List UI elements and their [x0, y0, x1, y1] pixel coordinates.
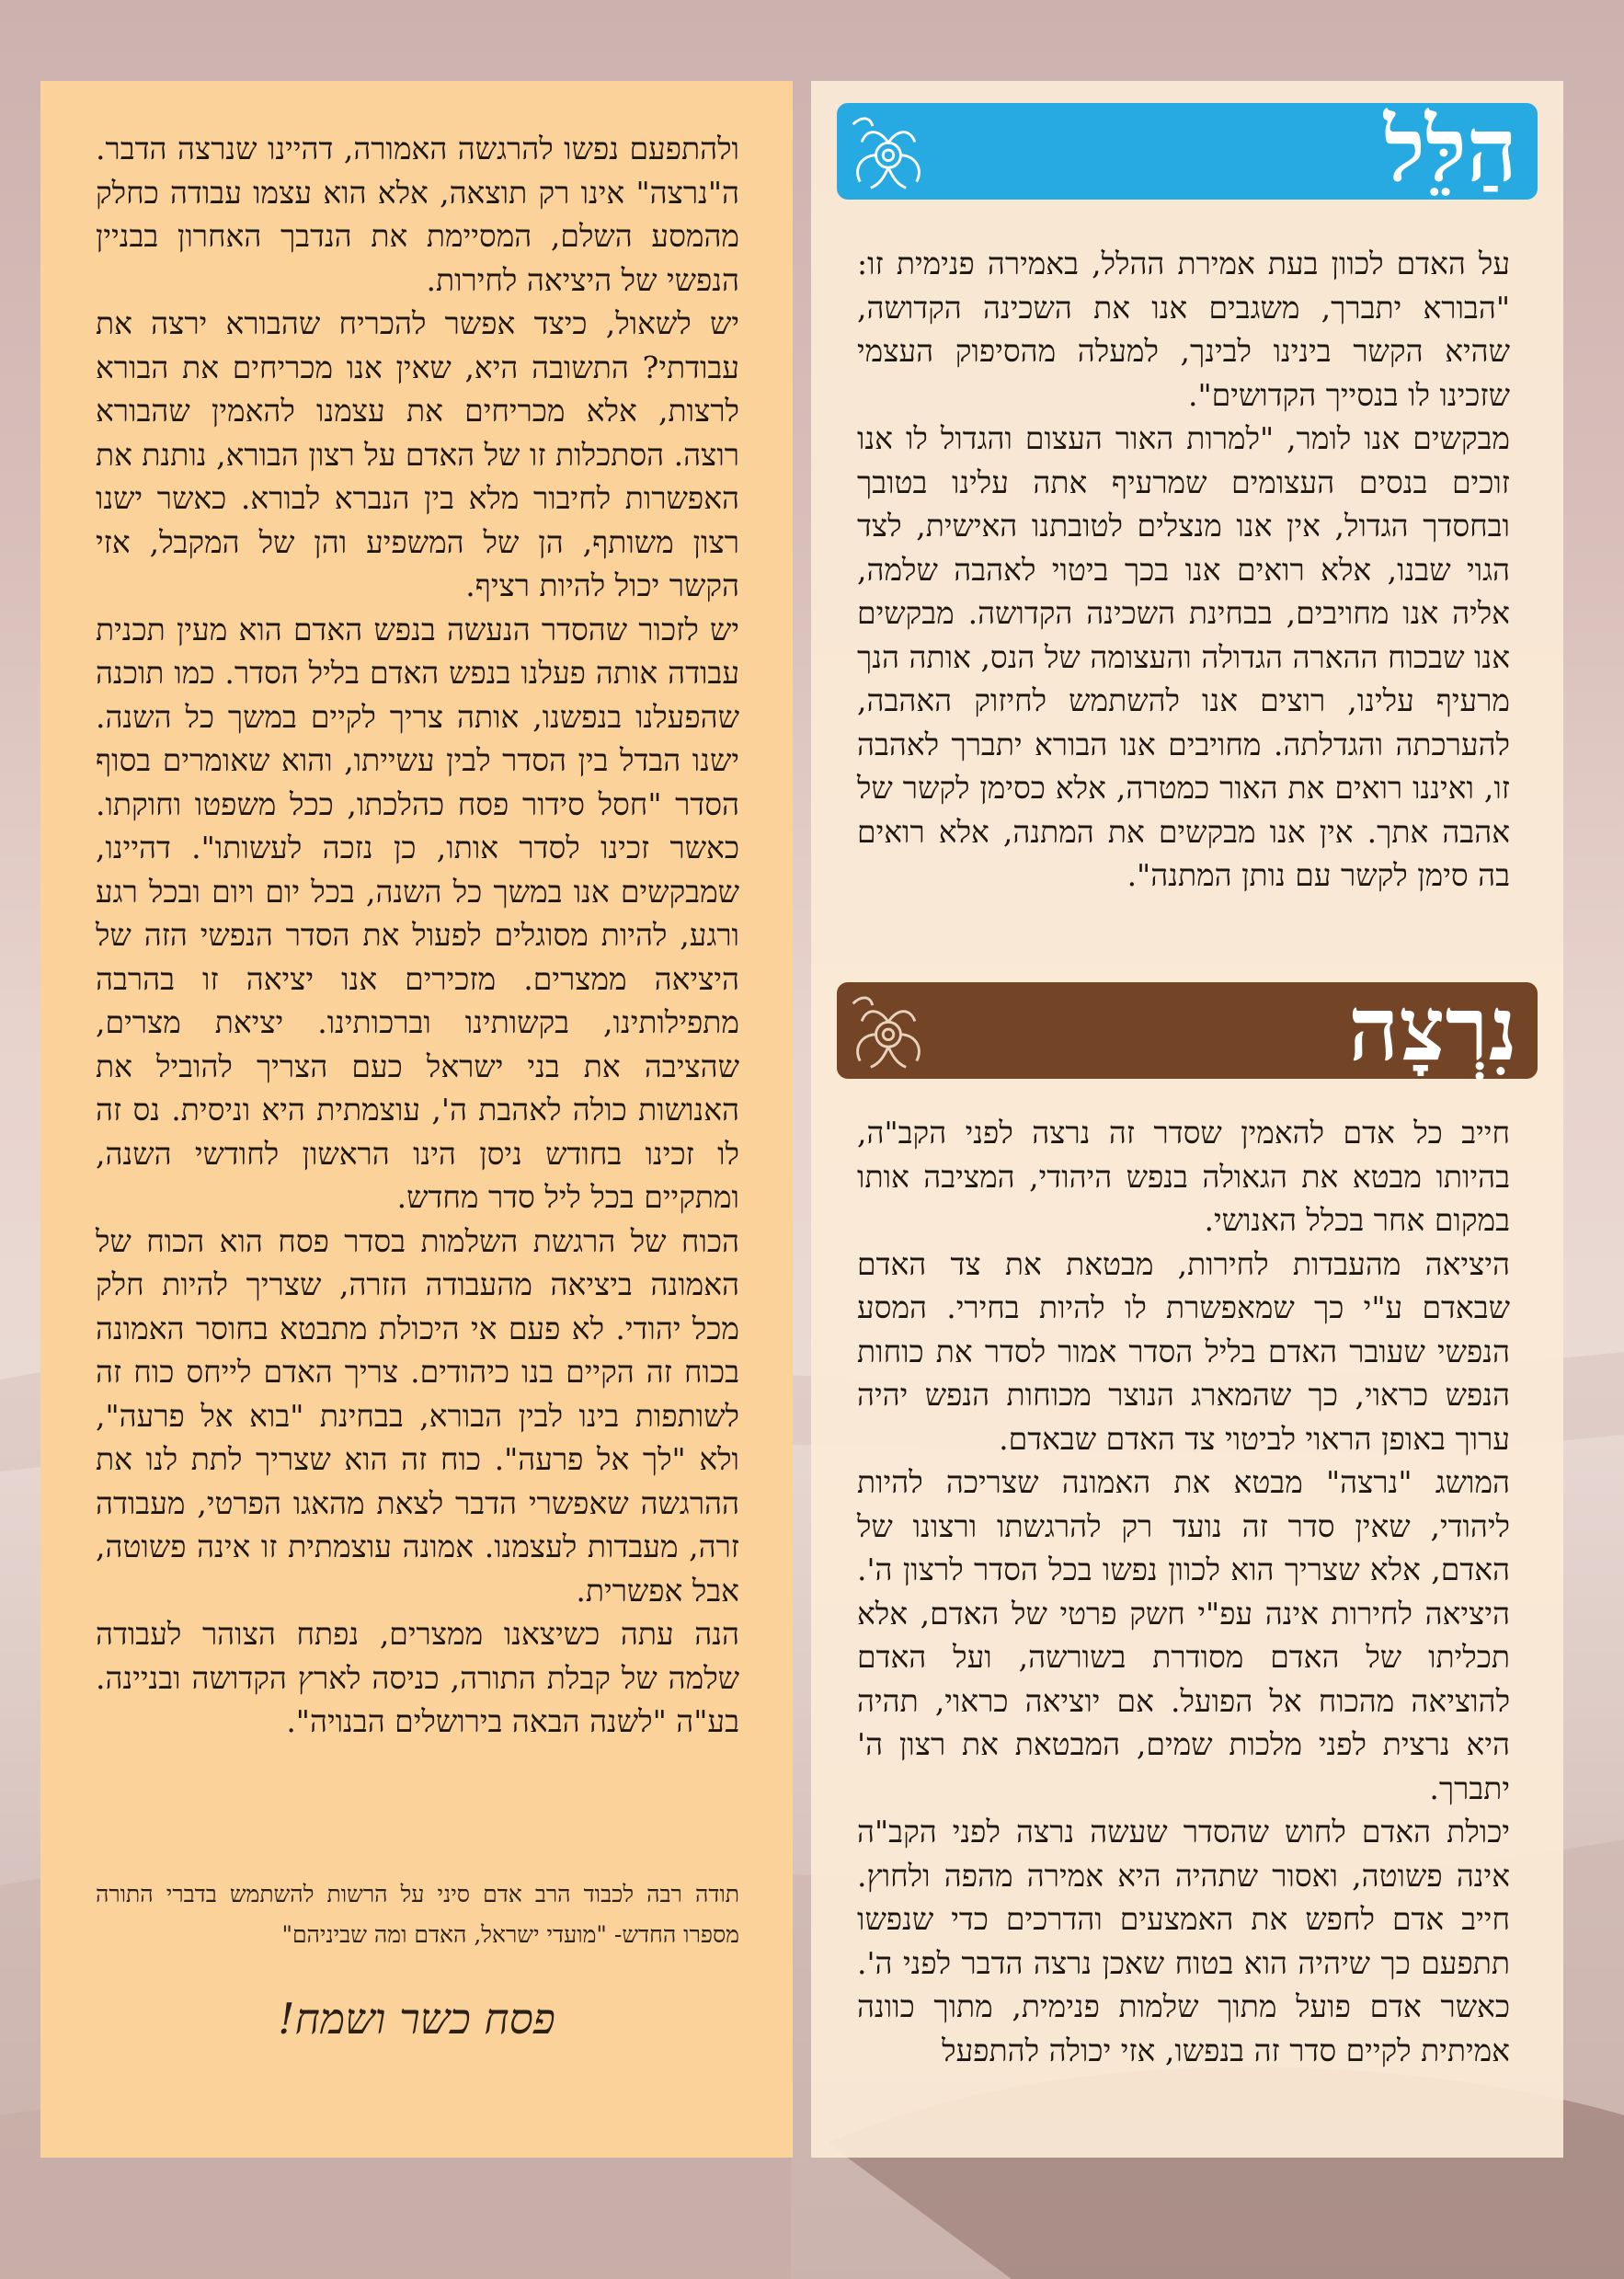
- hallel-section-banner: [837, 103, 1538, 200]
- acknowledgement-note: תודה רבה לכבוד הרב אדם סיני על הרשות להשתמש בדברי התורה מספרו החדש- "מועדי ישראל, האדם ומה שביניהם": [96, 1881, 739, 1948]
- hallel-article: [857, 242, 1510, 898]
- floral-ornament-icon: [844, 986, 932, 1074]
- article-paragraph: יכולת האדם לחוש שהסדר שעשה נרצה לפני הקב"ה אינה פשוטה, ואסור שתהיה היא אמירה מהפה ולחוץ. חייב אדם לחפש את האמצעים והדרכים כדי שנפשו תתפעם כך שיהיה הוא בטוח שאכן נרצה הדבר לפני ה'. כאשר אדם פועל מתוך שלמות פנימית, מתוך כוונה אמיתית לקיים סדר זה בנפשו, אזי יכולה להתפעל: [857, 1814, 1510, 2068]
- article-paragraph: הכוח של הרגשת השלמות בסדר פסח הוא הכוח של האמונה ביציאה מהעבודה הזרה, שצריך להיות חלק מכל יהודי. לא פעם אי היכולת מתבטא בחוסר האמונה בכוח זה הקיים בנו כיהודים. צריך האדם לייחס כוח זה לשותפות בינו לבין הבורא, בבחינת "בוא אל פרעה", ולא "לך אל פרעה". כוח זה הוא שצריך לתת לנו את ההרגשה שאפשרי הדבר לצאת מהאגו הפרטי, מעבודה זרה, מעבדות לעצמנו. אמונה עוצמתית זו אינה פשוטה, אבל אפשרית.: [96, 1222, 739, 1609]
- article-paragraph: המושג "נרצה" מבטא את האמונה שצריכה להיות ליהודי, שאין סדר זה נועד רק להרגשתו ורצונו של האדם, אלא שצריך הוא לכוון נפשו בכל הסדר לרצון ה'. היציאה לחירות אינה עפ"י חשק פרטי של האדם, אלא תכליתו של האדם מסודרת בשורשה, ועל האדם להוציאה מהכוח אל הפועל. אם יוציאה כראוי, תהיה היא נרצית לפני מלכות שמים, המבטאת את רצון ה' יתברך.: [857, 1464, 1510, 1806]
- right-column: [811, 81, 1563, 2158]
- article-paragraph: על האדם לכוון בעת אמירת ההלל, באמירה פנימית זו: "הבורא יתברך, משגבים אנו את השכינה הקדושה, שהיא הקשר בינינו לבינך, למעלה מהסיפוק העצמי שזכינו לו בנסייך הקדושים".: [857, 246, 1510, 413]
- nirtza-article: [857, 1111, 1510, 2072]
- article-paragraph: מבקשים אנו לומר, "למרות האור העצום והגדול לו אנו זוכים בנסים העצומים שמרעיף אתה עלינו בטובך ובחסדך הגדול, אין אנו מנצלים לטובתנו האישית, לצד הגוי שבנו, אלא רואים אנו בכך ביטוי לאהבה שלמה, אליה אנו מחויבים, בבחינת השכינה הקדושה. מבקשים אנו שבכוח ההארה הגדולה והעצומה של הנס, אותה הנך מרעיף עלינו, רוצים אנו להשתמש לחיזוק האהבה, להערכתה והגדלתה. מחויבים אנו הבורא יתברך לאהבה זו, ואיננו רואים את האור כמטרה, אלא כסימן לקשר של אהבה אתך. אין אנו מבקשים את המתנה, אלא רואים בה סימן לקשר עם נותן המתנה".: [857, 420, 1510, 893]
- left-column: [40, 81, 793, 2158]
- article-paragraph: הנה עתה כשיצאנו ממצרים, נפתח הצוהר לעבודה שלמה של קבלת התורה, כניסה לארץ הקדושה ובניינה. בע"ה "לשנה הבאה בירושלים הבנויה".: [96, 1616, 739, 1739]
- floral-ornament-icon: [844, 107, 932, 195]
- hallel-title: הַלֵּל: [1383, 101, 1517, 200]
- nirtza-title: נִרְצָה: [1348, 980, 1517, 1079]
- holiday-greeting: פסח כשר ושמח!: [278, 1994, 555, 2044]
- article-paragraph: חייב כל אדם להאמין שסדר זה נרצה לפני הקב"ה, בהיותו מבטא את הגאולה בנפש היהודי, המציבה אותו במקום אחר בכלל האנושי.: [857, 1115, 1510, 1238]
- article-paragraph: יש לשאול, כיצד אפשר להכריח שהבורא ירצה את עבודתי? התשובה היא, שאין אנו מכריחים את הבורא לרצות, אלא מכריחים את עצמנו להאמין שהבורא רוצה. הסתכלות זו של האדם על רצון הבורא, נותנת את האפשרות לחיבור מלא בין הנברא לבורא. כאשר ישנו רצון משותף, הן של המשפיע והן של המקבל, אזי הקשר יכול להיות רציף.: [96, 305, 739, 603]
- continued-article: [96, 127, 739, 1744]
- article-paragraph: ולהתפעם נפשו להרגשה האמורה, דהיינו שנרצה הדבר. ה"נרצה" אינו רק תוצאה, אלא הוא עצמו עבודה כחלק מהמסע השלם, המסיימת את הנדבך האחרון בבניין הנפשי של היציאה לחירות.: [96, 131, 739, 298]
- nirtza-section-banner: [837, 982, 1538, 1079]
- article-paragraph: היציאה מהעבדות לחירות, מבטאת את צד האדם שבאדם ע"י כך שמאפשרת לו להיות בחירי. המסע הנפשי שעובר האדם בליל הסדר אמור לסדר את כוחות הנפש כראוי, כך שהמארג הנוצר מכוחות הנפש יהיה ערוך באופן הראוי לביטוי צד האדם שבאדם.: [857, 1245, 1510, 1457]
- article-paragraph: יש לזכור שהסדר הנעשה בנפש האדם הוא מעין תכנית עבודה אותה פעלנו בנפש האדם בליל הסדר. כמו תוכנה שהפעלנו בנפשנו, אותה צריך לקיים במשך כל השנה. ישנו הבדל בין הסדר לבין עשייתו, והוא שאומרים בסוף הסדר "חסל סידור פסח כהלכתו, ככל משפטו וחוקתו. כאשר זכינו לסדר אותו, כן נזכה לעשותו". דהיינו, שמבקשים אנו במשך כל השנה, בכל יום ויום ובכל רגע ורגע, להיות מסוגלים לפעול את הסדר הנפשי הזה של היציאה ממצרים. מזכירים אנו יציאה זו בהרבה מתפילותינו, בקשותינו וברכותינו. יציאת מצרים, שהציבה את בני ישראל כעם הצריך להוביל את האנושות כולה לאהבת ה', עוצמתית היא וניסית. נס זה לו זכינו בחודש ניסן הינו הראשון לחודשי השנה, ומתקיים בכל ליל סדר מחדש.: [96, 611, 739, 1215]
